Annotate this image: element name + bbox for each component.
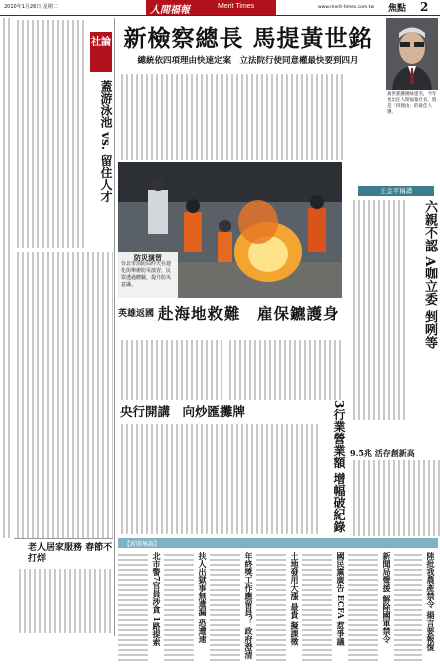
- editorial-column: [12, 18, 115, 636]
- brief-item: [348, 550, 394, 670]
- main-deck: 總統依四項理由快速定案 立法院行使同意權最快要到四月: [137, 56, 359, 66]
- masthead-english: Merit Times: [218, 3, 255, 10]
- masthead: [146, 0, 276, 15]
- right-column-story: [350, 186, 440, 436]
- editorial-headline: 蓋游泳池 vs. 留住人才: [99, 80, 113, 203]
- brief-title: 國民黨廣告 ECFA 惹爭議: [336, 552, 346, 646]
- brief-title: 陸批我農產禁令 揚言要報復: [426, 552, 436, 651]
- brief-item: [118, 550, 164, 670]
- brief-body: [302, 554, 332, 664]
- photo-caption: [118, 252, 178, 298]
- brief-item: [210, 550, 256, 670]
- main-story-body: [118, 74, 344, 160]
- issue-date: 2010年1月26日 星期二: [4, 4, 58, 10]
- brief-title: 北市警7官員涉貪 1路提索: [152, 552, 162, 646]
- news-briefs: [118, 550, 438, 670]
- page-number: 2: [420, 0, 429, 14]
- photo-caption-text: 台北市消防局昨天在迪化街舉辦防災演習，民眾透過體驗，提升防災意識。: [121, 261, 172, 288]
- masthead-title: 人間福報: [150, 5, 190, 16]
- brief-body: [394, 554, 422, 664]
- central-bank-body: [118, 424, 318, 534]
- editorial-body-top: [14, 20, 87, 248]
- deposits-body: [350, 460, 440, 536]
- brief-item: [256, 550, 302, 670]
- portrait-block: [386, 18, 438, 130]
- haiti-body: [118, 340, 222, 400]
- photo-caption-title: 防災演習: [134, 253, 162, 262]
- main-headline: 新檢察總長 馬提黃世銘: [123, 25, 373, 52]
- retail-growth-headline: 3行業營業額 增幅破紀錄: [332, 400, 346, 533]
- brief-title: 土地發用大漲 最貴 擬課徵: [290, 552, 300, 646]
- right-column-body: [350, 200, 406, 420]
- brief-body: [256, 554, 286, 664]
- haiti-kicker: 英雄返國: [118, 309, 155, 319]
- right-column-tag: 王金平稱讚: [358, 186, 434, 196]
- brief-body: [348, 554, 378, 664]
- brief-title: 扶人出獄事無遺漏 恐遭速: [198, 552, 208, 643]
- brief-item: [394, 550, 438, 670]
- brief-item: [302, 550, 348, 670]
- central-bank-headline: 央行開講 向炒匯攤牌: [120, 404, 246, 419]
- notice-body: [16, 569, 111, 633]
- portrait-caption: 黃世銘獲總統提名，今年也出任人間福報社長，將是「四理由」的最佳人選。: [387, 92, 437, 115]
- senior-service-notice: [14, 538, 113, 634]
- brief-title: 年終獎工作應留員？ 政府澄清: [244, 552, 254, 659]
- notice-title: 老人居家服務 春節不打烊: [28, 543, 113, 564]
- brief-body: [164, 554, 194, 664]
- page-header: [0, 0, 440, 16]
- portrait-photo: [386, 18, 438, 90]
- deposits-headline: 9.5兆 活存創新高: [350, 448, 415, 458]
- section-name: 焦點: [388, 4, 407, 14]
- news-briefs-bar: [118, 538, 438, 548]
- website-url: www.merit-times.com.tw: [318, 5, 375, 10]
- right-column-headline: 六親不認 A咖立委 剉咧等: [422, 200, 437, 350]
- editorial-body-bottom: [14, 252, 113, 538]
- brief-body: [210, 554, 240, 664]
- news-briefs-label: 【新聞集錦】: [124, 541, 161, 548]
- editorial-badge: 社論: [90, 32, 112, 72]
- brief-title: 新聞局聲援 解除國軍禁令: [382, 552, 392, 643]
- haiti-headline: 赴海地救難 雇保鑣護身: [158, 304, 340, 323]
- clipped-left-text: [0, 18, 10, 538]
- brief-body: [118, 554, 148, 664]
- haiti-body-continued: [226, 340, 342, 400]
- brief-item: [164, 550, 210, 670]
